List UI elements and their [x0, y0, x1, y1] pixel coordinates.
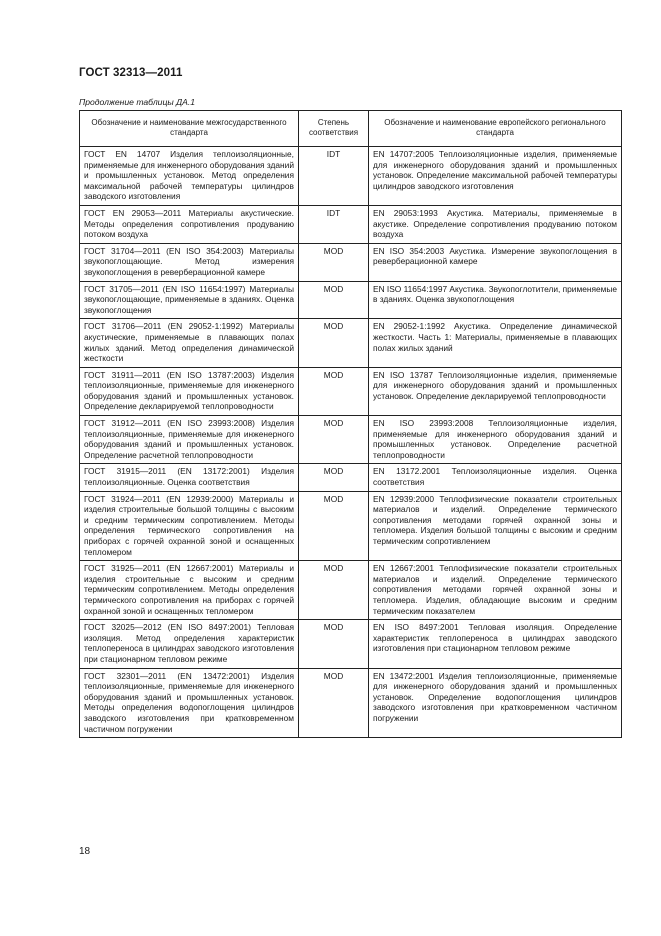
interstate-standard-cell: ГОСТ 31912—2011 (EN ISO 23993:2008) Изделия теплоизоляционные, применяемые для инженерного оборудования зданий и промышленных установок. Определение расчетной теплопроводности	[80, 416, 299, 464]
degree-cell: MOD	[299, 319, 369, 367]
page-number: 18	[79, 846, 91, 857]
interstate-standard-cell: ГОСТ EN 29053—2011 Материалы акустические. Методы определения сопротивления продуванию потоком воздуха	[80, 205, 299, 243]
header-interstate-standard: Обозначение и наименование межгосударственного стандарта	[80, 111, 299, 147]
european-standard-cell: EN 14707:2005 Теплоизоляционные изделия, применяемые для инженерного оборудования зданий и промышленных установок. Определение максимальной рабочей температуры цилиндров заводского изготовления	[369, 147, 622, 206]
table-row	[80, 464, 622, 491]
european-standard-cell: EN 13172.2001 Теплоизоляционные изделия. Оценка соответствия	[369, 464, 622, 491]
interstate-standard-cell: ГОСТ 32301—2011 (EN 13472:2001) Изделия теплоизоляционные, применяемые для инженерного оборудования зданий и промышленных установок. Методы определения водопоглощения цилиндров заводского изготовления при кратковременном частичном погружении	[80, 668, 299, 738]
interstate-standard-cell: ГОСТ EN 14707 Изделия теплоизоляционные, применяемые для инженерного оборудования зданий и промышленных установок. Метод определения максимальной рабочей температуры цилиндров заводского изготовления	[80, 147, 299, 206]
table-caption: Продолжение таблицы ДА.1	[79, 97, 196, 107]
table-row	[80, 281, 622, 319]
degree-cell: MOD	[299, 416, 369, 464]
interstate-standard-cell: ГОСТ 31704—2011 (EN ISO 354:2003) Материалы звукопоглощающие. Метод измерения звукопоглощения в реверберационной камере	[80, 243, 299, 281]
table-row	[80, 243, 622, 281]
table-row	[80, 561, 622, 620]
european-standard-cell: EN 13472:2001 Изделия теплоизоляционные, применяемые для инженерного оборудования зданий и промышленных установок. Определение водопоглощения цилиндров заводского изготовления при кратковременном частичном погружении	[369, 668, 622, 738]
standards-table	[79, 110, 622, 738]
european-standard-cell: EN 29053:1993 Акустика. Материалы, применяемые в акустике. Определение сопротивления продуванию потоком воздуха	[369, 205, 622, 243]
interstate-standard-cell: ГОСТ 32025—2012 (EN ISO 8497:2001) Тепловая изоляция. Метод определения характеристик теплопереноса в цилиндрах заводского изготовления при стационарном тепловом режиме	[80, 620, 299, 668]
table-row	[80, 416, 622, 464]
degree-cell: IDT	[299, 205, 369, 243]
table-row	[80, 668, 622, 738]
table-header-row	[80, 111, 622, 147]
table-row	[80, 319, 622, 367]
degree-cell: IDT	[299, 147, 369, 206]
interstate-standard-cell: ГОСТ 31706—2011 (EN 29052-1:1992) Материалы акустические, применяемые в плавающих полах жилых зданий. Метод определения динамической жесткости	[80, 319, 299, 367]
interstate-standard-cell: ГОСТ 31915—2011 (EN 13172:2001) Изделия теплоизоляционные. Оценка соответствия	[80, 464, 299, 491]
european-standard-cell: EN ISO 13787 Теплоизоляционные изделия, применяемые для инженерного оборудования зданий и промышленных установок. Определение декларируемой теплопроводности	[369, 367, 622, 415]
european-standard-cell: EN 29052-1:1992 Акустика. Определение динамической жесткости. Часть 1: Материалы, применяемые в плавающих полах жилых зданий	[369, 319, 622, 367]
degree-cell: MOD	[299, 367, 369, 415]
degree-cell: MOD	[299, 464, 369, 491]
european-standard-cell: EN ISO 354:2003 Акустика. Измерение звукопоглощения в реверберационной камере	[369, 243, 622, 281]
european-standard-cell: EN ISO 11654:1997 Акустика. Звукопоглотители, применяемые в зданиях. Оценка звукопоглощения	[369, 281, 622, 319]
degree-cell: MOD	[299, 281, 369, 319]
european-standard-cell: EN 12667:2001 Теплофизические показатели строительных материалов и изделий. Определение термического сопротивления методами горячей охранной зоны и тепломера. Изделия, обладающие высоким и средним термическим показателем	[369, 561, 622, 620]
table-row	[80, 147, 622, 206]
document-title: ГОСТ 32313—2011	[79, 67, 183, 79]
degree-cell: MOD	[299, 668, 369, 738]
degree-cell: MOD	[299, 491, 369, 561]
european-standard-cell: EN ISO 8497:2001 Тепловая изоляция. Определение характеристик теплопереноса в цилиндрах заводского изготовления при стационарном тепловом режиме	[369, 620, 622, 668]
header-degree-of-conformity: Степень соответствия	[299, 111, 369, 147]
header-european-standard: Обозначение и наименование европейского регионального стандарта	[369, 111, 622, 147]
interstate-standard-cell: ГОСТ 31925—2011 (EN 12667:2001) Материалы и изделия строительные с высоким и средним термическим сопротивлением. Методы определения термического сопротивления на приборах с горячей охранной зоной и оснащенных тепломером	[80, 561, 299, 620]
table-row	[80, 491, 622, 561]
degree-cell: MOD	[299, 620, 369, 668]
interstate-standard-cell: ГОСТ 31911—2011 (EN ISO 13787:2003) Изделия теплоизоляционные, применяемые для инженерного оборудования зданий и промышленных установок. Определение декларируемой теплопроводности	[80, 367, 299, 415]
degree-cell: MOD	[299, 561, 369, 620]
table-row	[80, 205, 622, 243]
european-standard-cell: EN 12939:2000 Теплофизические показатели строительных материалов и изделий. Определение термического сопротивления методами горячей охранной зоны и тепломера. Изделия большой толщины с высоким и средним термическим сопротивлением	[369, 491, 622, 561]
degree-cell: MOD	[299, 243, 369, 281]
table-row	[80, 367, 622, 415]
table-row	[80, 620, 622, 668]
european-standard-cell: EN ISO 23993:2008 Теплоизоляционные изделия, применяемые для инженерного оборудования зданий и промышленных установок. Определение расчетной теплопроводности	[369, 416, 622, 464]
interstate-standard-cell: ГОСТ 31705—2011 (EN ISO 11654:1997) Материалы звукопоглощающие, применяемые в зданиях. Оценка звукопоглощения	[80, 281, 299, 319]
interstate-standard-cell: ГОСТ 31924—2011 (EN 12939:2000) Материалы и изделия строительные большой толщины с высоким и средним термическим сопротивлением. Методы определения термического сопротивления на приборах с горячей охранной зоной и оснащенных тепломером	[80, 491, 299, 561]
